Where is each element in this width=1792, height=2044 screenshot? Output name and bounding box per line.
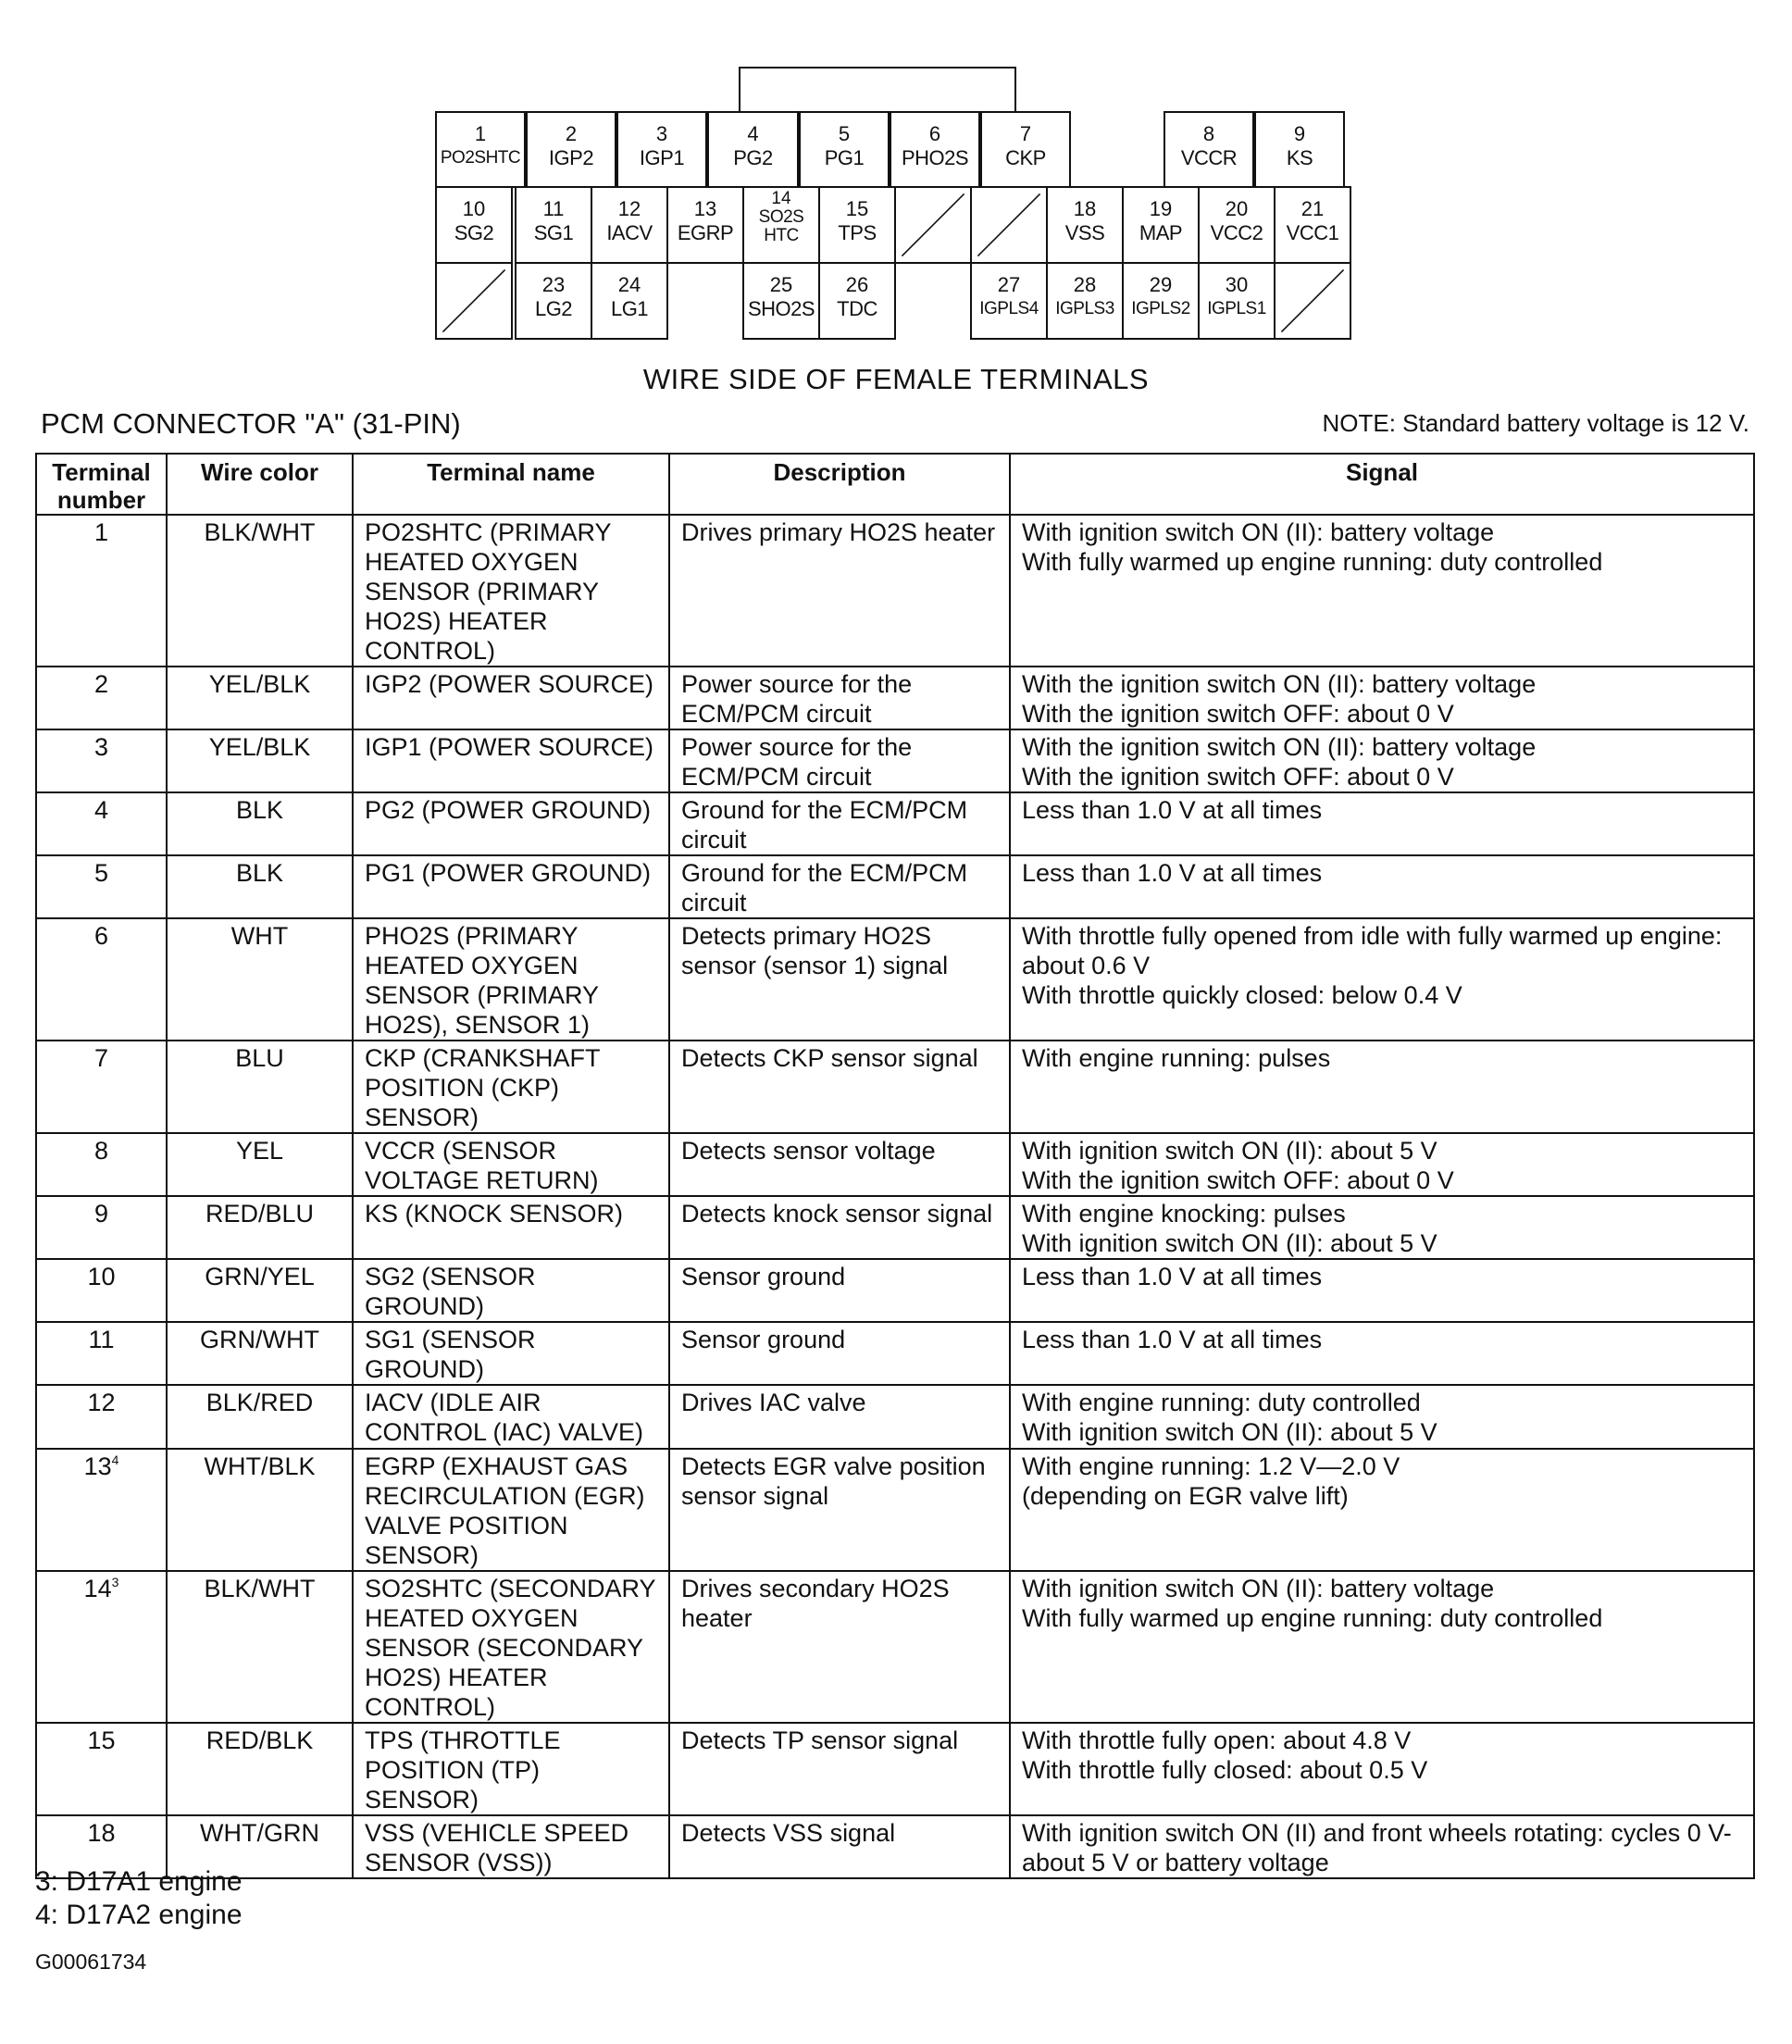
connector-pin-7 bbox=[980, 111, 1071, 188]
description-cell: Detects EGR valve position sensor signal bbox=[669, 1449, 1010, 1571]
connector-pin-13 bbox=[666, 186, 744, 264]
connector-pin-1 bbox=[435, 111, 526, 188]
pin-number: 11 bbox=[542, 197, 565, 220]
terminal-name-cell: KS (KNOCK SENSOR) bbox=[353, 1196, 669, 1259]
terminal-number-cell: 7 bbox=[36, 1041, 167, 1133]
terminal-name-cell: EGRP (EXHAUST GAS RECIRCULATION (EGR) VALVE POSITION SENSOR) bbox=[353, 1449, 669, 1571]
connector-pin-15 bbox=[818, 186, 896, 264]
connector-pin-5 bbox=[799, 111, 890, 188]
connector-pin-24 bbox=[591, 262, 668, 340]
terminal-name-cell: IACV (IDLE AIR CONTROL (IAC) VALVE) bbox=[353, 1385, 669, 1449]
terminal-number-cell: 6 bbox=[36, 918, 167, 1041]
connector-diagram bbox=[435, 67, 1351, 341]
pin-name: TPS bbox=[838, 221, 877, 244]
terminal-name-cell: PO2SHTC (PRIMARY HEATED OXYGEN SENSOR (PRIMARY HO2S) HEATER CONTROL) bbox=[353, 515, 669, 667]
table-row bbox=[36, 1259, 1754, 1322]
pin-name: LG2 bbox=[534, 297, 573, 320]
pin-number: 9 bbox=[1293, 122, 1306, 145]
pin-number: 26 bbox=[845, 273, 869, 296]
terminal-name-cell: VSS (VEHICLE SPEED SENSOR (VSS)) bbox=[353, 1815, 669, 1878]
wire-color-cell: GRN/YEL bbox=[167, 1259, 353, 1322]
description-cell: Detects knock sensor signal bbox=[669, 1196, 1010, 1259]
description-cell: Detects TP sensor signal bbox=[669, 1723, 1010, 1815]
terminal-number-cell: 5 bbox=[36, 855, 167, 918]
pin-number: 27 bbox=[997, 273, 1021, 296]
pin-name: VCC2 bbox=[1210, 221, 1263, 244]
pin-name: SHO2S bbox=[747, 297, 815, 320]
diagram-caption: WIRE SIDE OF FEMALE TERMINALS bbox=[642, 363, 1150, 395]
footnote: 4: D17A2 engine bbox=[35, 1900, 243, 1930]
pin-number: 14 bbox=[771, 189, 791, 208]
pin-name: PG1 bbox=[824, 146, 865, 169]
description-cell: Ground for the ECM/PCM circuit bbox=[669, 855, 1010, 918]
pin-number: 5 bbox=[838, 122, 851, 145]
description-cell: Sensor ground bbox=[669, 1322, 1010, 1385]
signal-cell: With engine running: duty controlled With ignition switch ON (II): about 5 V bbox=[1010, 1385, 1754, 1449]
signal-cell: With engine running: pulses bbox=[1010, 1041, 1754, 1133]
signal-cell: With throttle fully open: about 4.8 V With throttle fully closed: about 0.5 V bbox=[1010, 1723, 1754, 1815]
pin-number: 13 bbox=[693, 197, 717, 220]
pin-name: SG2 bbox=[454, 221, 494, 244]
signal-cell: With ignition switch ON (II): battery voltage With fully warmed up engine running: duty controlled bbox=[1010, 1571, 1754, 1723]
pin-name: PO2SHTC bbox=[440, 148, 521, 168]
connector-pin-9 bbox=[1254, 111, 1345, 188]
description-cell: Detects primary HO2S sensor (sensor 1) signal bbox=[669, 918, 1010, 1041]
pin-number: 25 bbox=[769, 273, 793, 296]
table-row bbox=[36, 667, 1754, 729]
pin-number: 8 bbox=[1202, 122, 1215, 145]
wire-color-cell: BLK bbox=[167, 855, 353, 918]
pin-number: 15 bbox=[845, 197, 869, 220]
header-terminal-number: Terminal number bbox=[36, 454, 167, 515]
pin-number: 29 bbox=[1149, 273, 1173, 296]
terminal-number-cell: $13^4$ bbox=[36, 1449, 167, 1571]
description-cell: Sensor ground bbox=[669, 1259, 1010, 1322]
battery-voltage-note: NOTE: Standard battery voltage is 12 V. bbox=[1322, 409, 1749, 437]
terminal-number-cell: $14^3$ bbox=[36, 1571, 167, 1723]
wire-color-cell: YEL bbox=[167, 1133, 353, 1196]
connector-pin-3 bbox=[616, 111, 707, 188]
pin-number: 3 bbox=[655, 122, 668, 145]
terminal-name-cell: IGP2 (POWER SOURCE) bbox=[353, 667, 669, 729]
connector-pin-18 bbox=[1046, 186, 1124, 264]
connector-pin-19 bbox=[1122, 186, 1200, 264]
header-terminal-name: Terminal name bbox=[353, 454, 669, 515]
pin-name: PHO2S bbox=[901, 146, 969, 169]
connector-pin-4 bbox=[707, 111, 799, 188]
wire-color-cell: WHT/BLK bbox=[167, 1449, 353, 1571]
terminal-number-cell: 4 bbox=[36, 792, 167, 855]
signal-cell: Less than 1.0 V at all times bbox=[1010, 855, 1754, 918]
signal-cell: With ignition switch ON (II): about 5 V With the ignition switch OFF: about 0 V bbox=[1010, 1133, 1754, 1196]
table-row bbox=[36, 855, 1754, 918]
connector-empty-cavity bbox=[1274, 262, 1351, 340]
footnotes bbox=[35, 1865, 243, 1932]
table-row bbox=[36, 1041, 1754, 1133]
signal-cell: With engine knocking: pulses With ignition switch ON (II): about 5 V bbox=[1010, 1196, 1754, 1259]
pin-name: SO2S HTC bbox=[758, 207, 804, 245]
table-row bbox=[36, 1385, 1754, 1449]
table-row bbox=[36, 1815, 1754, 1878]
table-row bbox=[36, 918, 1754, 1041]
wire-color-cell: BLK/RED bbox=[167, 1385, 353, 1449]
description-cell: Power source for the ECM/PCM circuit bbox=[669, 667, 1010, 729]
header-signal: Signal bbox=[1010, 454, 1754, 515]
connector-pin-29 bbox=[1122, 262, 1200, 340]
signal-cell: Less than 1.0 V at all times bbox=[1010, 1322, 1754, 1385]
wire-color-cell: BLK/WHT bbox=[167, 1571, 353, 1723]
pin-number: 12 bbox=[617, 197, 641, 220]
pin-name: TDC bbox=[837, 297, 877, 320]
pin-number: 7 bbox=[1019, 122, 1032, 145]
wire-color-cell: GRN/WHT bbox=[167, 1322, 353, 1385]
terminal-name-cell: SG1 (SENSOR GROUND) bbox=[353, 1322, 669, 1385]
terminal-name-cell: SG2 (SENSOR GROUND) bbox=[353, 1259, 669, 1322]
pin-name: EGRP bbox=[677, 221, 734, 244]
terminal-number-cell: 18 bbox=[36, 1815, 167, 1878]
terminal-name-cell: PHO2S (PRIMARY HEATED OXYGEN SENSOR (PRIMARY HO2S), SENSOR 1) bbox=[353, 918, 669, 1041]
wire-color-cell: WHT bbox=[167, 918, 353, 1041]
pin-name: KS bbox=[1286, 146, 1313, 169]
connector-pin-12 bbox=[591, 186, 668, 264]
signal-cell: With the ignition switch ON (II): battery voltage With the ignition switch OFF: about 0 V bbox=[1010, 729, 1754, 792]
pin-name: VSS bbox=[1064, 221, 1105, 244]
signal-cell: With throttle fully opened from idle with fully warmed up engine: about 0.6 V With throttle quickly closed: below 0.4 V bbox=[1010, 918, 1754, 1041]
connector-pin-11 bbox=[515, 186, 592, 264]
connector-pin-20 bbox=[1198, 186, 1276, 264]
pin-name: MAP bbox=[1139, 221, 1183, 244]
table-row bbox=[36, 1196, 1754, 1259]
description-cell: Drives secondary HO2S heater bbox=[669, 1571, 1010, 1723]
pin-name: IGPLS1 bbox=[1207, 299, 1266, 318]
wire-color-cell: BLK bbox=[167, 792, 353, 855]
pin-number: 30 bbox=[1225, 273, 1249, 296]
connector-pin-30 bbox=[1198, 262, 1276, 340]
connector-pin-28 bbox=[1046, 262, 1124, 340]
pin-number: 10 bbox=[462, 197, 486, 220]
connector-pin-21 bbox=[1274, 186, 1351, 264]
pin-name: IACV bbox=[606, 221, 653, 244]
terminal-number-cell: 1 bbox=[36, 515, 167, 667]
terminal-number-cell: 3 bbox=[36, 729, 167, 792]
footnote-marker: 4 bbox=[111, 1452, 119, 1467]
wire-color-cell: YEL/BLK bbox=[167, 729, 353, 792]
pin-name: IGP2 bbox=[548, 146, 594, 169]
terminal-number-cell: 2 bbox=[36, 667, 167, 729]
pin-number: 4 bbox=[747, 122, 759, 145]
table-row bbox=[36, 1571, 1754, 1723]
description-cell: Ground for the ECM/PCM circuit bbox=[669, 792, 1010, 855]
description-cell: Detects VSS signal bbox=[669, 1815, 1010, 1878]
pin-name: IGPLS3 bbox=[1055, 299, 1114, 318]
connector-pin-10 bbox=[435, 186, 513, 264]
pin-name: IGP1 bbox=[639, 146, 685, 169]
table-row bbox=[36, 1133, 1754, 1196]
connector-pin-14 bbox=[742, 186, 820, 264]
signal-cell: Less than 1.0 V at all times bbox=[1010, 1259, 1754, 1322]
footnote: 3: D17A1 engine bbox=[35, 1866, 243, 1897]
description-cell: Drives primary HO2S heater bbox=[669, 515, 1010, 667]
pin-name: VCC1 bbox=[1286, 221, 1339, 244]
wire-color-cell: WHT/GRN bbox=[167, 1815, 353, 1878]
terminal-number-cell: 11 bbox=[36, 1322, 167, 1385]
signal-cell: With ignition switch ON (II): battery voltage With fully warmed up engine running: duty controlled bbox=[1010, 515, 1754, 667]
header-description: Description bbox=[669, 454, 1010, 515]
wire-color-cell: BLU bbox=[167, 1041, 353, 1133]
table-row bbox=[36, 1322, 1754, 1385]
pin-name: VCCR bbox=[1180, 146, 1238, 169]
pin-number: 28 bbox=[1073, 273, 1097, 296]
table-row bbox=[36, 792, 1754, 855]
connector-latch bbox=[739, 67, 1016, 113]
pin-number: 21 bbox=[1300, 197, 1325, 220]
pin-number: 19 bbox=[1149, 197, 1173, 220]
header-wire-color: Wire color bbox=[167, 454, 353, 515]
terminal-number-cell: 8 bbox=[36, 1133, 167, 1196]
connector-pin-23 bbox=[515, 262, 592, 340]
signal-cell: With engine running: 1.2 V—2.0 V (depending on EGR valve lift) bbox=[1010, 1449, 1754, 1571]
description-cell: Drives IAC valve bbox=[669, 1385, 1010, 1449]
pin-number: 6 bbox=[928, 122, 941, 145]
terminal-number-cell: 10 bbox=[36, 1259, 167, 1322]
connector-pin-26 bbox=[818, 262, 896, 340]
footnote-marker: 3 bbox=[111, 1575, 119, 1589]
table-row bbox=[36, 1449, 1754, 1571]
pin-number: 20 bbox=[1225, 197, 1249, 220]
table-row bbox=[36, 1723, 1754, 1815]
pin-name: IGPLS4 bbox=[979, 299, 1039, 318]
description-cell: Power source for the ECM/PCM circuit bbox=[669, 729, 1010, 792]
wire-color-cell: RED/BLK bbox=[167, 1723, 353, 1815]
terminal-name-cell: PG2 (POWER GROUND) bbox=[353, 792, 669, 855]
connector-empty-cavity bbox=[435, 262, 513, 340]
terminal-name-cell: TPS (THROTTLE POSITION (TP) SENSOR) bbox=[353, 1723, 669, 1815]
pin-table bbox=[35, 453, 1755, 1879]
connector-pin-6 bbox=[890, 111, 980, 188]
document-id: G00061734 bbox=[35, 1950, 147, 1974]
pin-name: LG1 bbox=[610, 297, 649, 320]
table-row bbox=[36, 729, 1754, 792]
terminal-name-cell: SO2SHTC (SECONDARY HEATED OXYGEN SENSOR (SECONDARY HO2S) HEATER CONTROL) bbox=[353, 1571, 669, 1723]
pin-number: 23 bbox=[541, 273, 566, 296]
table-row bbox=[36, 515, 1754, 667]
terminal-number-cell: 15 bbox=[36, 1723, 167, 1815]
table-header-row bbox=[36, 454, 1754, 515]
pin-number: 24 bbox=[617, 273, 641, 296]
signal-cell: With ignition switch ON (II) and front wheels rotating: cycles 0 V-about 5 V or battery voltage bbox=[1010, 1815, 1754, 1878]
terminal-name-cell: IGP1 (POWER SOURCE) bbox=[353, 729, 669, 792]
pin-name: SG1 bbox=[533, 221, 574, 244]
wire-color-cell: YEL/BLK bbox=[167, 667, 353, 729]
pin-name: IGPLS2 bbox=[1131, 299, 1190, 318]
connector-empty-cavity bbox=[894, 186, 972, 264]
description-cell: Detects sensor voltage bbox=[669, 1133, 1010, 1196]
description-cell: Detects CKP sensor signal bbox=[669, 1041, 1010, 1133]
terminal-name-cell: VCCR (SENSOR VOLTAGE RETURN) bbox=[353, 1133, 669, 1196]
pin-name: PG2 bbox=[733, 146, 773, 169]
connector-pin-8 bbox=[1164, 111, 1254, 188]
pin-number: 2 bbox=[565, 122, 578, 145]
wire-color-cell: RED/BLU bbox=[167, 1196, 353, 1259]
wire-color-cell: BLK/WHT bbox=[167, 515, 353, 667]
connector-pin-27 bbox=[970, 262, 1048, 340]
terminal-number-cell: 9 bbox=[36, 1196, 167, 1259]
terminal-name-cell: PG1 (POWER GROUND) bbox=[353, 855, 669, 918]
signal-cell: Less than 1.0 V at all times bbox=[1010, 792, 1754, 855]
pin-name: CKP bbox=[1005, 146, 1046, 169]
pin-number: 18 bbox=[1073, 197, 1097, 220]
connector-title: PCM CONNECTOR "A" (31-PIN) bbox=[41, 407, 461, 440]
connector-pin-2 bbox=[526, 111, 616, 188]
connector-empty-cavity bbox=[970, 186, 1048, 264]
terminal-number-cell: 12 bbox=[36, 1385, 167, 1449]
pin-number: 1 bbox=[474, 122, 487, 145]
signal-cell: With the ignition switch ON (II): battery voltage With the ignition switch OFF: about 0 V bbox=[1010, 667, 1754, 729]
terminal-name-cell: CKP (CRANKSHAFT POSITION (CKP) SENSOR) bbox=[353, 1041, 669, 1133]
connector-pin-25 bbox=[742, 262, 820, 340]
